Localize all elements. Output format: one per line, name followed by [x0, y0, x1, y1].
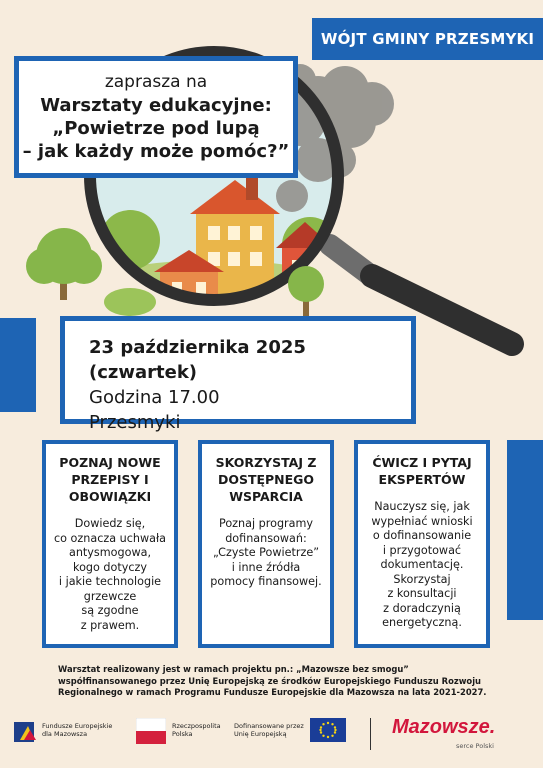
info-card-heading: POZNAJ NOWE PRZEPISY I OBOWIĄZKI: [59, 455, 161, 504]
eu-flag-icon: [310, 718, 346, 742]
info-card: [198, 440, 334, 648]
title-intro: zaprasza na: [104, 72, 208, 92]
tree-icon: [26, 228, 102, 300]
event-time: Godzina 17.00: [89, 387, 220, 408]
title-subheading-2: – jak każdy może pomóc?”: [22, 141, 290, 162]
logo-fe-text: Fundusze Europejskie dla Mazowsza: [42, 722, 113, 738]
tree-icon: [288, 266, 324, 318]
decorative-bar-left: [0, 318, 36, 412]
info-card-body: Nauczysz się, jak wypełniać wnioski o dofinansowanie i przygotować dokumentację. Skorzystaj z konsultacji z doradczynią energetyczną.: [371, 500, 473, 629]
poland-flag-icon: [136, 718, 166, 744]
logo-rp-text: Rzeczpospolita Polska: [172, 722, 221, 738]
info-card-body: Poznaj programy dofinansowań: „Czyste Powietrze” i inne źródła pomocy finansowej.: [210, 517, 322, 588]
event-details-box: [60, 316, 416, 433]
info-card-body: Dowiedz się, co oznacza uchwała antysmogowa, kogo dotyczy i jakie technologie grzewcze są zgodne z prawem.: [53, 517, 167, 632]
info-card-heading: ĆWICZ I PYTAJ EKSPERTÓW: [372, 455, 472, 487]
info-card-heading: SKORZYSTAJ Z DOSTĘPNEGO WSPARCIA: [215, 455, 317, 504]
logo-divider: [370, 718, 371, 750]
title-subheading-1: „Powietrze pod lupą: [52, 118, 260, 139]
logo-ue-text: Dofinansowane przez Unię Europejską: [234, 722, 304, 738]
organizer-label: WÓJT GMINY PRZESMYKI: [320, 30, 535, 48]
mazowsze-logo: Mazowsze.: [392, 716, 496, 738]
logo-bar: [0, 712, 543, 762]
title-box: [14, 56, 298, 178]
info-card: [354, 440, 490, 648]
title-heading: Warsztaty edukacyjne:: [40, 95, 272, 116]
organizer-banner: [312, 18, 543, 60]
decorative-bar-right: [507, 440, 543, 620]
event-place: Przesmyki: [89, 412, 181, 433]
mazowsze-slogan: serce Polski: [456, 742, 494, 750]
fundusze-europejskie-logo-icon: [14, 720, 38, 744]
event-date: 23 października 2025 (czwartek): [89, 337, 306, 383]
info-card: [42, 440, 178, 648]
funding-note: Warsztat realizowany jest w ramach projektu pn.: „Mazowsze bez smogu” współfinansowanego przez Unię Europejską ze środków Europejskiego Funduszu Rozwoju Regionalnego w ramach Programu Fundusze Europejskie dla Mazowsza na lata 2021-2027.: [58, 664, 487, 697]
